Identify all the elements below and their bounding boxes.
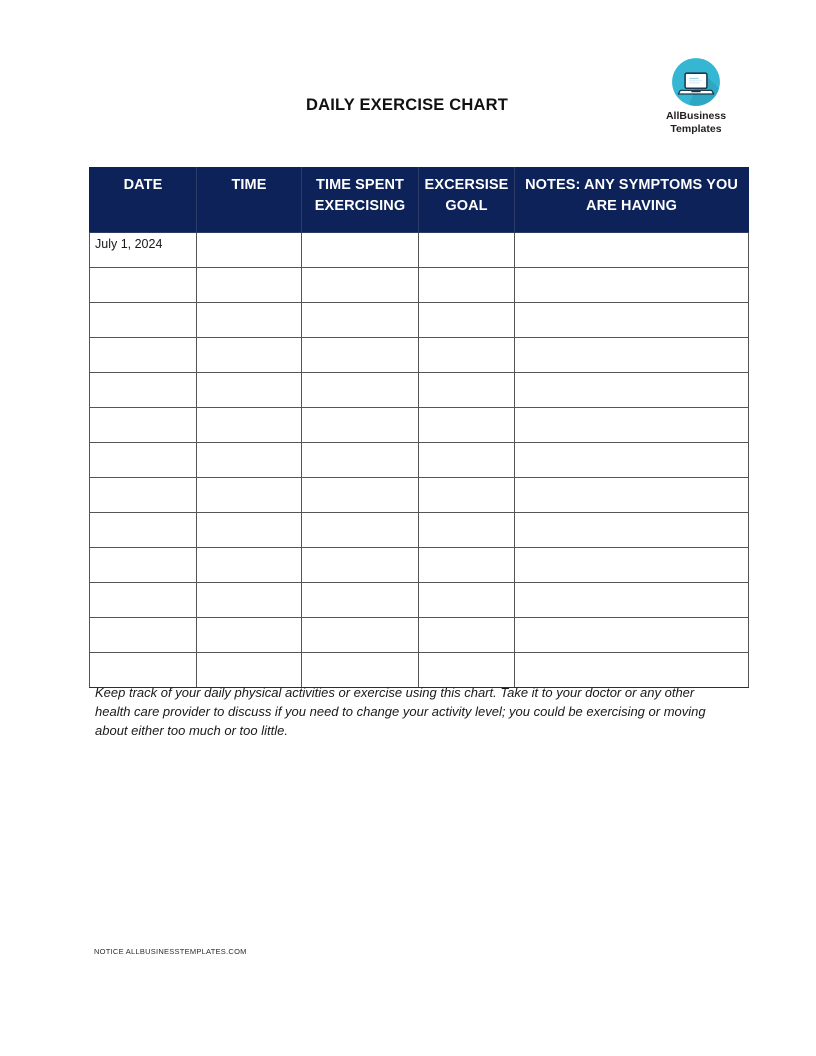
table-row bbox=[90, 583, 749, 618]
table-row bbox=[90, 443, 749, 478]
table-row bbox=[90, 478, 749, 513]
table-cell-goal[interactable] bbox=[419, 373, 515, 408]
table-cell-notes[interactable] bbox=[515, 513, 749, 548]
page-title: DAILY EXERCISE CHART bbox=[306, 96, 509, 114]
table-cell-notes[interactable] bbox=[515, 233, 749, 268]
column-header-date: DATE bbox=[90, 168, 197, 233]
table-cell-goal[interactable] bbox=[419, 233, 515, 268]
table-cell-goal[interactable] bbox=[419, 303, 515, 338]
table-cell-time[interactable] bbox=[197, 408, 302, 443]
table-cell-spent[interactable] bbox=[302, 618, 419, 653]
table-cell-date[interactable] bbox=[90, 478, 197, 513]
table-cell-notes[interactable] bbox=[515, 408, 749, 443]
table-cell-time[interactable] bbox=[197, 268, 302, 303]
table-cell-date[interactable] bbox=[90, 583, 197, 618]
chart-description: Keep track of your daily physical activities or exercise using this chart. Take it to your doctor or any other health care provider to discuss if you need to change your activity level; you could be exercising or moving about either too much or too little. bbox=[95, 685, 706, 738]
table-cell-notes[interactable] bbox=[515, 583, 749, 618]
table-cell-date[interactable] bbox=[90, 373, 197, 408]
table-row bbox=[90, 303, 749, 338]
table-cell-spent[interactable] bbox=[302, 478, 419, 513]
table-cell-goal[interactable] bbox=[419, 513, 515, 548]
table-cell-date[interactable] bbox=[90, 408, 197, 443]
table-cell-spent[interactable] bbox=[302, 408, 419, 443]
table-cell-date[interactable] bbox=[90, 443, 197, 478]
table-cell-goal[interactable] bbox=[419, 618, 515, 653]
table-header bbox=[90, 168, 749, 233]
table-cell-spent[interactable] bbox=[302, 443, 419, 478]
table-cell-date[interactable] bbox=[90, 268, 197, 303]
table-cell-notes[interactable] bbox=[515, 268, 749, 303]
table-cell-time[interactable] bbox=[197, 618, 302, 653]
brand-logo-text bbox=[652, 110, 740, 135]
table-row bbox=[90, 233, 749, 268]
table-cell-spent[interactable] bbox=[302, 233, 419, 268]
table-cell-goal[interactable] bbox=[419, 583, 515, 618]
table-cell-time[interactable] bbox=[197, 583, 302, 618]
table-cell-time[interactable] bbox=[197, 338, 302, 373]
table-cell-date[interactable] bbox=[90, 513, 197, 548]
table-cell-time[interactable] bbox=[197, 443, 302, 478]
column-header-time-spent-exercising: TIME SPENT EXERCISING bbox=[302, 168, 419, 233]
table-cell-notes[interactable] bbox=[515, 338, 749, 373]
table-cell-spent[interactable] bbox=[302, 268, 419, 303]
table-cell-time[interactable] bbox=[197, 478, 302, 513]
table-cell-date[interactable] bbox=[90, 303, 197, 338]
table-row bbox=[90, 548, 749, 583]
table-cell-time[interactable] bbox=[197, 513, 302, 548]
table-cell-spent[interactable] bbox=[302, 303, 419, 338]
brand-name-line1: AllBusiness bbox=[665, 110, 727, 122]
laptop-icon bbox=[670, 56, 722, 108]
table-cell-date[interactable] bbox=[90, 338, 197, 373]
table-cell-notes[interactable] bbox=[515, 303, 749, 338]
table-cell-spent[interactable] bbox=[302, 513, 419, 548]
table-cell-goal[interactable] bbox=[419, 443, 515, 478]
table-cell-goal[interactable] bbox=[419, 478, 515, 513]
table-cell-time[interactable] bbox=[197, 373, 302, 408]
table-cell-spent[interactable] bbox=[302, 338, 419, 373]
table-cell-goal[interactable] bbox=[419, 548, 515, 583]
table-cell-spent[interactable] bbox=[302, 548, 419, 583]
table-row bbox=[90, 513, 749, 548]
table-cell-goal[interactable] bbox=[419, 408, 515, 443]
table-cell-notes[interactable] bbox=[515, 618, 749, 653]
table-cell-time[interactable] bbox=[197, 548, 302, 583]
table-cell-goal[interactable] bbox=[419, 268, 515, 303]
table-cell-notes[interactable] bbox=[515, 548, 749, 583]
column-header-excersise-goal: EXCERSISE GOAL bbox=[419, 168, 515, 233]
table-row bbox=[90, 268, 749, 303]
exercise-chart-table bbox=[89, 167, 749, 688]
table-header-row bbox=[90, 168, 749, 233]
table-cell-spent[interactable] bbox=[302, 373, 419, 408]
table-row bbox=[90, 408, 749, 443]
column-header-notes: NOTES: ANY SYMPTOMS YOU ARE HAVING bbox=[515, 168, 749, 233]
table-cell-notes[interactable] bbox=[515, 373, 749, 408]
table-cell-date[interactable]: July 1, 2024 bbox=[90, 233, 197, 268]
table-row bbox=[90, 338, 749, 373]
column-header-time: TIME bbox=[197, 168, 302, 233]
table-cell-spent[interactable] bbox=[302, 583, 419, 618]
footer-notice: NOTICE ALLBUSINESSTEMPLATES.COM bbox=[94, 947, 247, 956]
table-cell-notes[interactable] bbox=[515, 443, 749, 478]
table-cell-time[interactable] bbox=[197, 303, 302, 338]
table-row bbox=[90, 373, 749, 408]
brand-name-line2: Templates bbox=[670, 122, 722, 135]
table-cell-time[interactable] bbox=[197, 233, 302, 268]
table-body bbox=[90, 233, 749, 688]
table-cell-date[interactable] bbox=[90, 618, 197, 653]
table-cell-notes[interactable] bbox=[515, 478, 749, 513]
brand-logo bbox=[652, 56, 740, 135]
table-cell-goal[interactable] bbox=[419, 338, 515, 373]
table-cell-date[interactable] bbox=[90, 548, 197, 583]
table-row bbox=[90, 618, 749, 653]
